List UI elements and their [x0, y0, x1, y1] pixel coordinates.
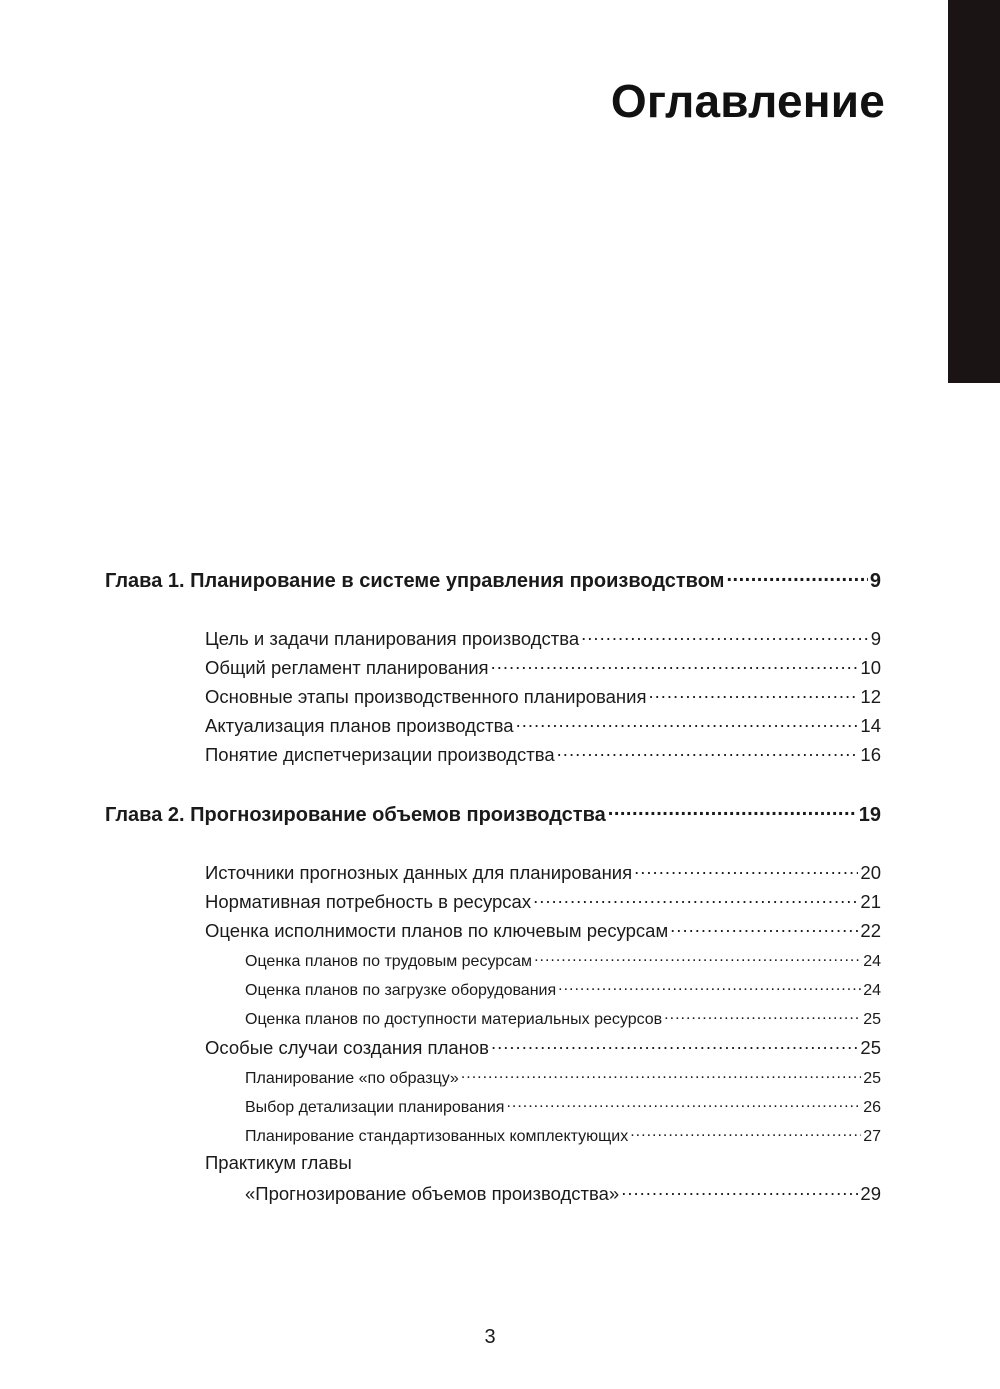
toc-entry-title: Оценка исполнимости планов по ключевым ресурсам: [205, 919, 669, 941]
toc-entry-title: Цель и задачи планирования производства: [205, 627, 580, 649]
toc-section[interactable]: [205, 626, 881, 650]
toc-section[interactable]: [205, 684, 881, 708]
toc-chapter-1[interactable]: [105, 567, 881, 593]
toc-entry-title: Глава 2. Прогнозирование объемов производства: [105, 804, 606, 826]
toc-section[interactable]: [205, 918, 881, 942]
toc-entry-page: 10: [860, 656, 881, 678]
toc-entry-title: Оценка планов по доступности материальных ресурсов: [245, 1011, 663, 1028]
toc-leader-dots: [634, 860, 858, 879]
toc-leader-dots: [581, 626, 869, 645]
page-number: 3: [484, 1326, 496, 1348]
toc-entry-page: 12: [860, 685, 881, 707]
toc-entry-page: 14: [860, 714, 881, 736]
toc-leader-dots: [664, 1008, 861, 1024]
toc-entry-title: Источники прогнозных данных для планирования: [205, 861, 633, 883]
toc-leader-dots: [726, 567, 867, 587]
toc-leader-dots: [516, 713, 859, 732]
toc-entry-page: 9: [870, 627, 881, 649]
toc-entry-page: 25: [863, 1070, 881, 1087]
toc-section-practicum[interactable]: Практикум главы: [205, 1152, 352, 1173]
toc-section[interactable]: [205, 713, 881, 737]
toc-entry-title: Нормативная потребность в ресурсах: [205, 890, 532, 912]
toc-leader-dots: [506, 1096, 861, 1112]
toc-leader-dots: [491, 655, 859, 674]
toc-entry-title: Актуализация планов производства: [205, 714, 514, 736]
toc-entry-page: 26: [863, 1099, 881, 1116]
toc-section[interactable]: [205, 889, 881, 913]
toc-entry-title: Общий регламент планирования: [205, 656, 489, 678]
toc-subsection[interactable]: [245, 1096, 881, 1117]
toc-entry-title: Глава 1. Планирование в системе управления производством: [105, 570, 725, 592]
toc-entry-title: Особые случаи создания планов: [205, 1036, 489, 1058]
toc-entry-page: 16: [860, 743, 881, 765]
toc-entry-page: 24: [863, 953, 881, 970]
toc-leader-dots: [534, 950, 861, 966]
toc-entry-page: 29: [860, 1182, 881, 1204]
toc-leader-dots: [533, 889, 858, 908]
toc-entry-title: Оценка планов по трудовым ресурсам: [245, 953, 533, 970]
toc-section[interactable]: [205, 655, 881, 679]
toc-subsection[interactable]: [245, 1125, 881, 1146]
toc-leader-dots: [557, 742, 859, 761]
toc-chapter-2[interactable]: [105, 801, 881, 827]
toc-entry-title: Планирование стандартизованных комплектующих: [245, 1128, 629, 1145]
page-edge-tab: [948, 0, 1000, 383]
toc-leader-dots: [630, 1125, 861, 1141]
toc-subsection[interactable]: [245, 950, 881, 971]
toc-entry-title: «Прогнозирование объемов производства»: [245, 1182, 620, 1204]
toc-entry-page: 25: [860, 1036, 881, 1058]
page-title: Оглавление: [610, 75, 885, 127]
toc-leader-dots: [558, 979, 861, 995]
toc-leader-dots: [491, 1035, 858, 1054]
toc-leader-dots: [670, 918, 858, 937]
toc-subsection[interactable]: [245, 1008, 881, 1029]
toc-entry-page: 25: [863, 1011, 881, 1028]
toc-leader-dots: [608, 801, 857, 821]
toc-section[interactable]: [205, 1035, 881, 1059]
toc-entry-page: 22: [860, 919, 881, 941]
toc-entry-title: Понятие диспетчеризации производства: [205, 743, 555, 765]
toc-leader-dots: [649, 684, 859, 703]
toc-entry-title: Основные этапы производственного планирования: [205, 685, 647, 707]
toc-subsection[interactable]: [245, 979, 881, 1000]
toc-entry-title: Выбор детализации планирования: [245, 1099, 505, 1116]
toc-subsection[interactable]: [245, 1181, 881, 1205]
toc-entry-title: Оценка планов по загрузке оборудования: [245, 982, 557, 999]
toc-section[interactable]: [205, 742, 881, 766]
toc-entry-page: 19: [858, 804, 881, 826]
toc-entry-page: 27: [863, 1128, 881, 1145]
toc-entry-page: 24: [863, 982, 881, 999]
toc-entry-page: 20: [860, 861, 881, 883]
toc-entry-page: 21: [860, 890, 881, 912]
toc-leader-dots: [621, 1181, 858, 1200]
toc-entry-title: Планирование «по образцу»: [245, 1070, 459, 1087]
toc-leader-dots: [461, 1067, 861, 1083]
toc-entry-page: 9: [869, 570, 881, 592]
toc-subsection[interactable]: [245, 1067, 881, 1088]
toc-section[interactable]: [205, 860, 881, 884]
